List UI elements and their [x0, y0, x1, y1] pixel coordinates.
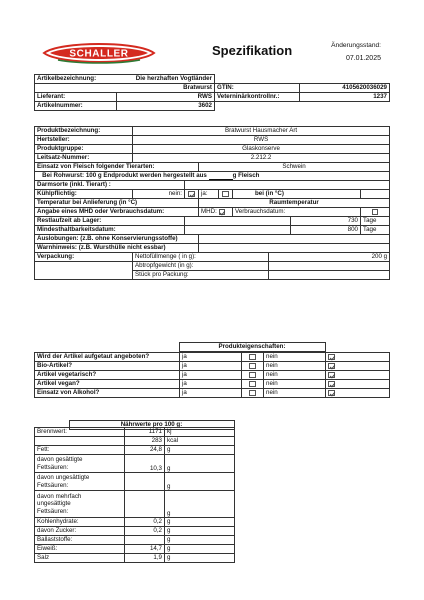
polyunsaturated-value — [125, 491, 165, 518]
protein-value: 14,7 — [125, 545, 165, 554]
energy-kj: 1171 — [125, 428, 165, 437]
fibre-value — [125, 536, 165, 545]
mhd-checkbox[interactable] — [219, 209, 226, 216]
property-yes-checkbox[interactable] — [249, 354, 256, 361]
property-row — [35, 353, 390, 362]
drip-value — [269, 262, 390, 271]
designation-label: Produktbezeichnung: — [35, 127, 133, 136]
saturated-label: davon gesättigte Fettsäuren: — [35, 455, 125, 473]
cool-label: Kühlpflichtig: — [35, 190, 133, 199]
salt-label: Salz — [35, 554, 125, 563]
property-no-checkbox[interactable] — [328, 354, 335, 361]
group-label: Produktgruppe: — [35, 145, 133, 154]
manufacturer-value: RWS — [133, 136, 390, 145]
use-by-checkbox[interactable] — [372, 209, 379, 216]
raw-blank — [209, 174, 233, 180]
pieces-value — [269, 271, 390, 280]
property-no-label: nein — [264, 380, 326, 389]
polyunsaturated-unit: g — [165, 491, 235, 518]
article-name-line1: Die herzhaften Vogtländer — [117, 75, 215, 84]
min-value: 800 — [291, 226, 361, 235]
property-row — [35, 371, 390, 380]
temp-value: Raumtemperatur — [199, 199, 390, 208]
carb-label: Kohlenhydrate: — [35, 518, 125, 527]
property-yes-checkbox[interactable] — [249, 390, 256, 397]
fat-value: 24,8 — [125, 446, 165, 455]
unsaturated-label: davon ungesättigte Fettsäuren: — [35, 473, 125, 491]
raw-sausage-row — [35, 172, 390, 181]
pieces-label: Stück pro Packung: — [133, 271, 269, 280]
sugar-unit: g — [165, 527, 235, 536]
manufacturer-label: Hertsteller: — [35, 136, 133, 145]
article-number-label: Artikelnummer: — [35, 102, 117, 111]
vet-label: Veterninärkontrollnr.: — [215, 93, 300, 102]
warning-value — [199, 244, 390, 253]
property-row — [35, 380, 390, 389]
designation-value: Bratwurst Hausmacher Art — [133, 127, 390, 136]
article-name-line2: Bratwurst — [117, 84, 215, 93]
property-no-label: nein — [264, 389, 326, 398]
property-yes-label: ja — [180, 380, 242, 389]
property-no-label: nein — [264, 371, 326, 380]
packaging-label: Verpackung: — [35, 253, 133, 262]
property-no-checkbox[interactable] — [328, 363, 335, 370]
net-value: 200 g — [269, 253, 390, 262]
properties-table — [34, 342, 389, 352]
gtin-label: GTIN: — [215, 84, 300, 93]
fibre-label: Ballaststoffe: — [35, 536, 125, 545]
raw-text-after: g Fleisch — [232, 172, 260, 180]
vet-value: 1237 — [300, 93, 390, 102]
carb-value: 0,2 — [125, 518, 165, 527]
shelf-label: Restlaufzeit ab Lager: — [35, 217, 185, 226]
nutrition-title: Nährwerte pro 100 g: — [69, 421, 234, 430]
sugar-value: 0,2 — [125, 527, 165, 536]
property-no-checkbox[interactable] — [328, 372, 335, 379]
use-by-label: Verbrauchsdatum: — [233, 208, 361, 217]
cool-no-label: nein: — [133, 190, 185, 199]
change-date: 07.01.2025 — [345, 55, 381, 62]
carb-unit: g — [165, 518, 235, 527]
supplier-value: RWS — [117, 93, 215, 102]
property-yes-label: ja — [180, 371, 242, 380]
fibre-unit: g — [165, 536, 235, 545]
energy-label: Brennwert: — [35, 428, 125, 437]
cool-at-label: bei (in °C) — [233, 190, 361, 199]
energy-kj-unit: kj — [165, 428, 235, 437]
saturated-unit: g — [165, 455, 235, 473]
supplier-label: Lieferant: — [35, 93, 117, 102]
property-yes-checkbox[interactable] — [249, 381, 256, 388]
article-number-value: 3602 — [117, 102, 215, 111]
listing-label: Auslobungen: (z.B. ohne Konservierungsstoffe) — [35, 235, 199, 244]
listing-value — [199, 235, 390, 244]
gtin-value: 4105620036029 — [300, 84, 390, 93]
warning-label: Warnhinweis: (z.B. Wursthülle nicht essbar) — [35, 244, 199, 253]
property-no-checkbox[interactable] — [328, 390, 335, 397]
properties-title: Produkteigenschaften: — [179, 343, 325, 352]
meat-label: Einsatz von Fleisch folgender Tierarten: — [35, 163, 199, 172]
property-label: Wird der Artikel aufgetaut angeboten? — [35, 353, 180, 362]
properties-rows — [34, 352, 390, 398]
guideline-label: Leitsatz-Nummer: — [35, 154, 133, 163]
mhd-label: MHD: — [201, 208, 217, 216]
property-yes-checkbox[interactable] — [249, 372, 256, 379]
meat-value: Schwein — [199, 163, 390, 172]
min-label: Mindesthaltbarkeitsdatum: — [35, 226, 185, 235]
cool-yes-checkbox[interactable] — [222, 191, 229, 198]
nutrition-table — [34, 427, 235, 563]
property-label: Bio-Artikel? — [35, 362, 180, 371]
document-title: Spezifikation — [212, 43, 293, 58]
casing-value — [185, 181, 390, 190]
property-yes-checkbox[interactable] — [249, 363, 256, 370]
article-table — [34, 74, 390, 111]
min-unit: Tage — [361, 226, 390, 235]
property-no-label: nein — [264, 362, 326, 371]
change-label: Änderungsstand: — [331, 42, 381, 49]
property-yes-label: ja — [180, 353, 242, 362]
energy-kcal-unit: kcal — [165, 437, 235, 446]
property-label: Einsatz von Alkohol? — [35, 389, 180, 398]
protein-label: Eiweiß: — [35, 545, 125, 554]
property-no-label: nein — [264, 353, 326, 362]
property-row — [35, 389, 390, 398]
cool-at-value — [361, 190, 390, 199]
property-no-checkbox[interactable] — [328, 381, 335, 388]
unsaturated-unit: g — [165, 473, 235, 491]
property-row — [35, 362, 390, 371]
polyunsaturated-label: davon mehrfach ungesättigte Fettsäuren: — [35, 491, 125, 518]
fat-label: Fett: — [35, 446, 125, 455]
guideline-value: 2.212.2 — [133, 154, 390, 163]
cool-no-checkbox[interactable] — [188, 191, 195, 198]
property-yes-label: ja — [180, 389, 242, 398]
group-value: Glaskonserve — [133, 145, 390, 154]
shelf-value: 730 — [291, 217, 361, 226]
drip-label: Abtropfgewicht (in g): — [133, 262, 269, 271]
schaller-logo — [40, 40, 158, 66]
mhd-cell — [199, 208, 233, 217]
net-label: Nettofüllmenge ( in g): — [133, 253, 269, 262]
temp-label: Temperatur bei Anlieferung (in °C) — [35, 199, 199, 208]
logo-text: SCHALLER — [69, 48, 129, 60]
product-table — [34, 126, 390, 280]
property-label: Artikel vegetarisch? — [35, 371, 180, 380]
fat-unit: g — [165, 446, 235, 455]
cool-yes-label: ja: — [199, 190, 219, 199]
unsaturated-value — [125, 473, 165, 491]
date-label: Angabe eines MHD oder Verbrauchsdatum: — [35, 208, 199, 217]
property-yes-label: ja — [180, 362, 242, 371]
shelf-unit: Tage — [361, 217, 390, 226]
property-label: Artikel vegan? — [35, 380, 180, 389]
salt-value: 1,9 — [125, 554, 165, 563]
salt-unit: g — [165, 554, 235, 563]
saturated-value: 10,3 — [125, 455, 165, 473]
energy-kcal: 283 — [125, 437, 165, 446]
raw-text-before: Bei Rohwurst: 100 g Endprodukt werden hergestellt aus — [42, 172, 207, 180]
casing-label: Darmsorte (inkl. Tierart) : — [35, 181, 185, 190]
sugar-label: davon Zucker: — [35, 527, 125, 536]
protein-unit: g — [165, 545, 235, 554]
article-name-label: Artikelbezeichnung: — [35, 75, 117, 84]
